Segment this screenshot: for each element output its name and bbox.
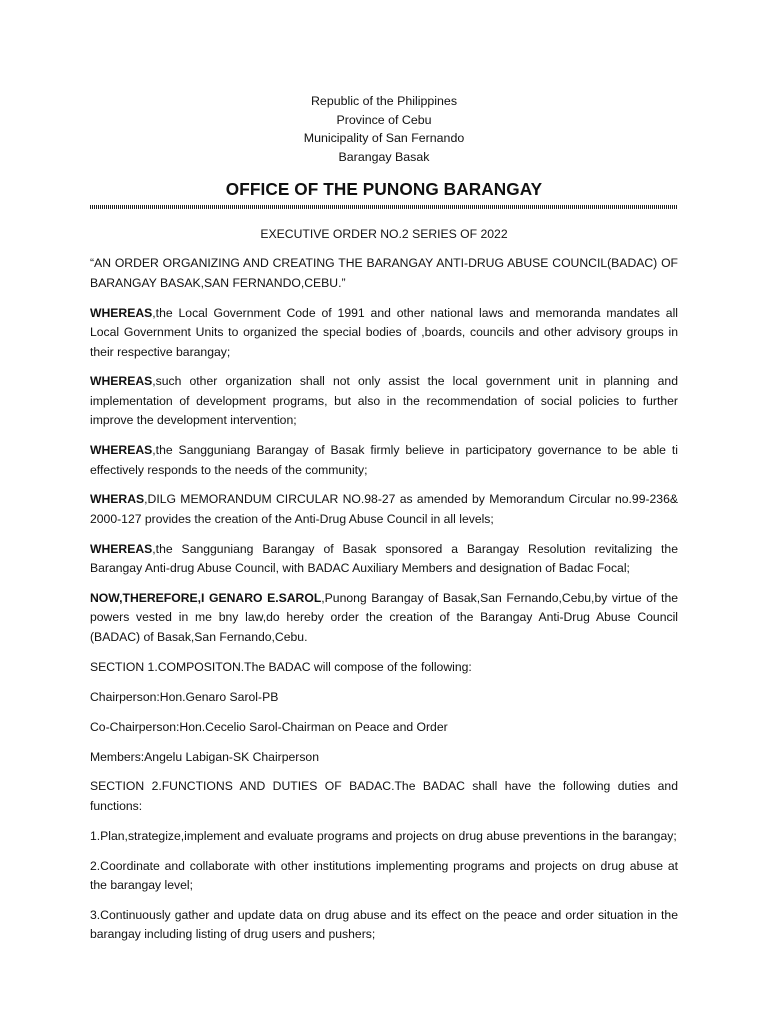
whereas-lead: WHERAS (90, 492, 145, 507)
duty-item-1: 1.Plan,strategize,implement and evaluate programs and projects on drug abuse preventions in the barangay; (90, 828, 677, 843)
letterhead-line-republic: Republic of the Philippines (310, 94, 458, 108)
whereas-clause-3 (90, 441, 678, 480)
composition-chairperson: Chairperson:Hon.Genaro Sarol-PB (90, 689, 279, 704)
section-1-heading: SECTION 1.COMPOSITON.The BADAC will compose of the following: (90, 659, 472, 674)
title-divider (90, 205, 678, 209)
whereas-text: ,the Sangguniang Barangay of Basak sponsored a Barangay Resolution revitalizing the Barangay Anti-drug Abuse Council, with BADAC Auxiliary Members and designation of Badac Focal; (90, 541, 678, 576)
letterhead-line-municipality: Municipality of San Fernando (303, 131, 465, 146)
whereas-text: ,the Local Government Code of 1991 and other national laws and memoranda mandates all Local Government Units to organized the special bodies of ,boards, councils and other advisory groups in their respective barangay; (90, 305, 678, 359)
whereas-text: ,such other organization shall not only assist the local government unit in planning and implementation of development programs, but also in the recommendation of social policies to further improve the development intervention; (90, 374, 678, 428)
document-page (90, 92, 678, 945)
whereas-clause-2 (90, 372, 678, 430)
now-therefore-text: ,Punong Barangay of Basak,San Fernando,Cebu,by virtue of the powers vested in me bny law,do hereby order the creation of the Barangay Anti-Drug Abuse Council (BADAC) of Basak,San Fernando,Cebu. (90, 591, 679, 644)
whereas-lead: WHEREAS (90, 305, 153, 320)
whereas-text: ,the Sangguniang Barangay of Basak firmly believe in participatory governance to be able ti effectively responds to the needs of the community; (90, 443, 678, 477)
order-subject: “AN ORDER ORGANIZING AND CREATING THE BARANGAY ANTI-DRUG ABUSE COUNCIL(BADAC) OF BARANGAY BASAK,SAN FERNANDO,CEBU.” (90, 256, 678, 290)
section-2-heading: SECTION 2.FUNCTIONS AND DUTIES OF BADAC.The BADAC shall have the following duties and functions: (90, 779, 678, 813)
whereas-lead: WHEREAS (90, 541, 153, 556)
whereas-lead: WHEREAS (90, 374, 153, 389)
office-title: OFFICE OF THE PUNONG BARANGAY (225, 179, 543, 200)
now-therefore-lead: NOW,THEREFORE,I GENARO E.SAROL (90, 591, 322, 606)
executive-order-title: EXECUTIVE ORDER NO.2 SERIES OF 2022 (260, 227, 508, 242)
letterhead-line-barangay: Barangay Basak (338, 149, 430, 164)
whereas-clause-1 (90, 304, 678, 362)
duty-item-3: 3.Continuously gather and update data on drug abuse and its effect on the peace and order situation in the barangay including listing of drug users and pushers; (90, 907, 678, 942)
now-therefore-clause (90, 589, 678, 647)
duty-item-2: 2.Coordinate and collaborate with other institutions implementing programs and projects on drug abuse at the barangay level; (90, 858, 678, 893)
letterhead (90, 92, 678, 166)
whereas-clause-5 (90, 540, 678, 579)
composition-members: Members:Angelu Labigan-SK Chairperson (90, 749, 319, 764)
composition-co-chairperson: Co-Chairperson:Hon.Cecelio Sarol-Chairman on Peace and Order (90, 719, 448, 734)
whereas-clause-4 (90, 490, 678, 529)
whereas-lead: WHEREAS (90, 443, 153, 458)
letterhead-line-province: Province of Cebu (336, 112, 432, 127)
whereas-text: ,DILG MEMORANDUM CIRCULAR NO.98-27 as amended by Memorandum Circular no.99-236& 2000-127 provides the creation of the Anti-Drug Abuse Council in all levels; (90, 492, 678, 526)
